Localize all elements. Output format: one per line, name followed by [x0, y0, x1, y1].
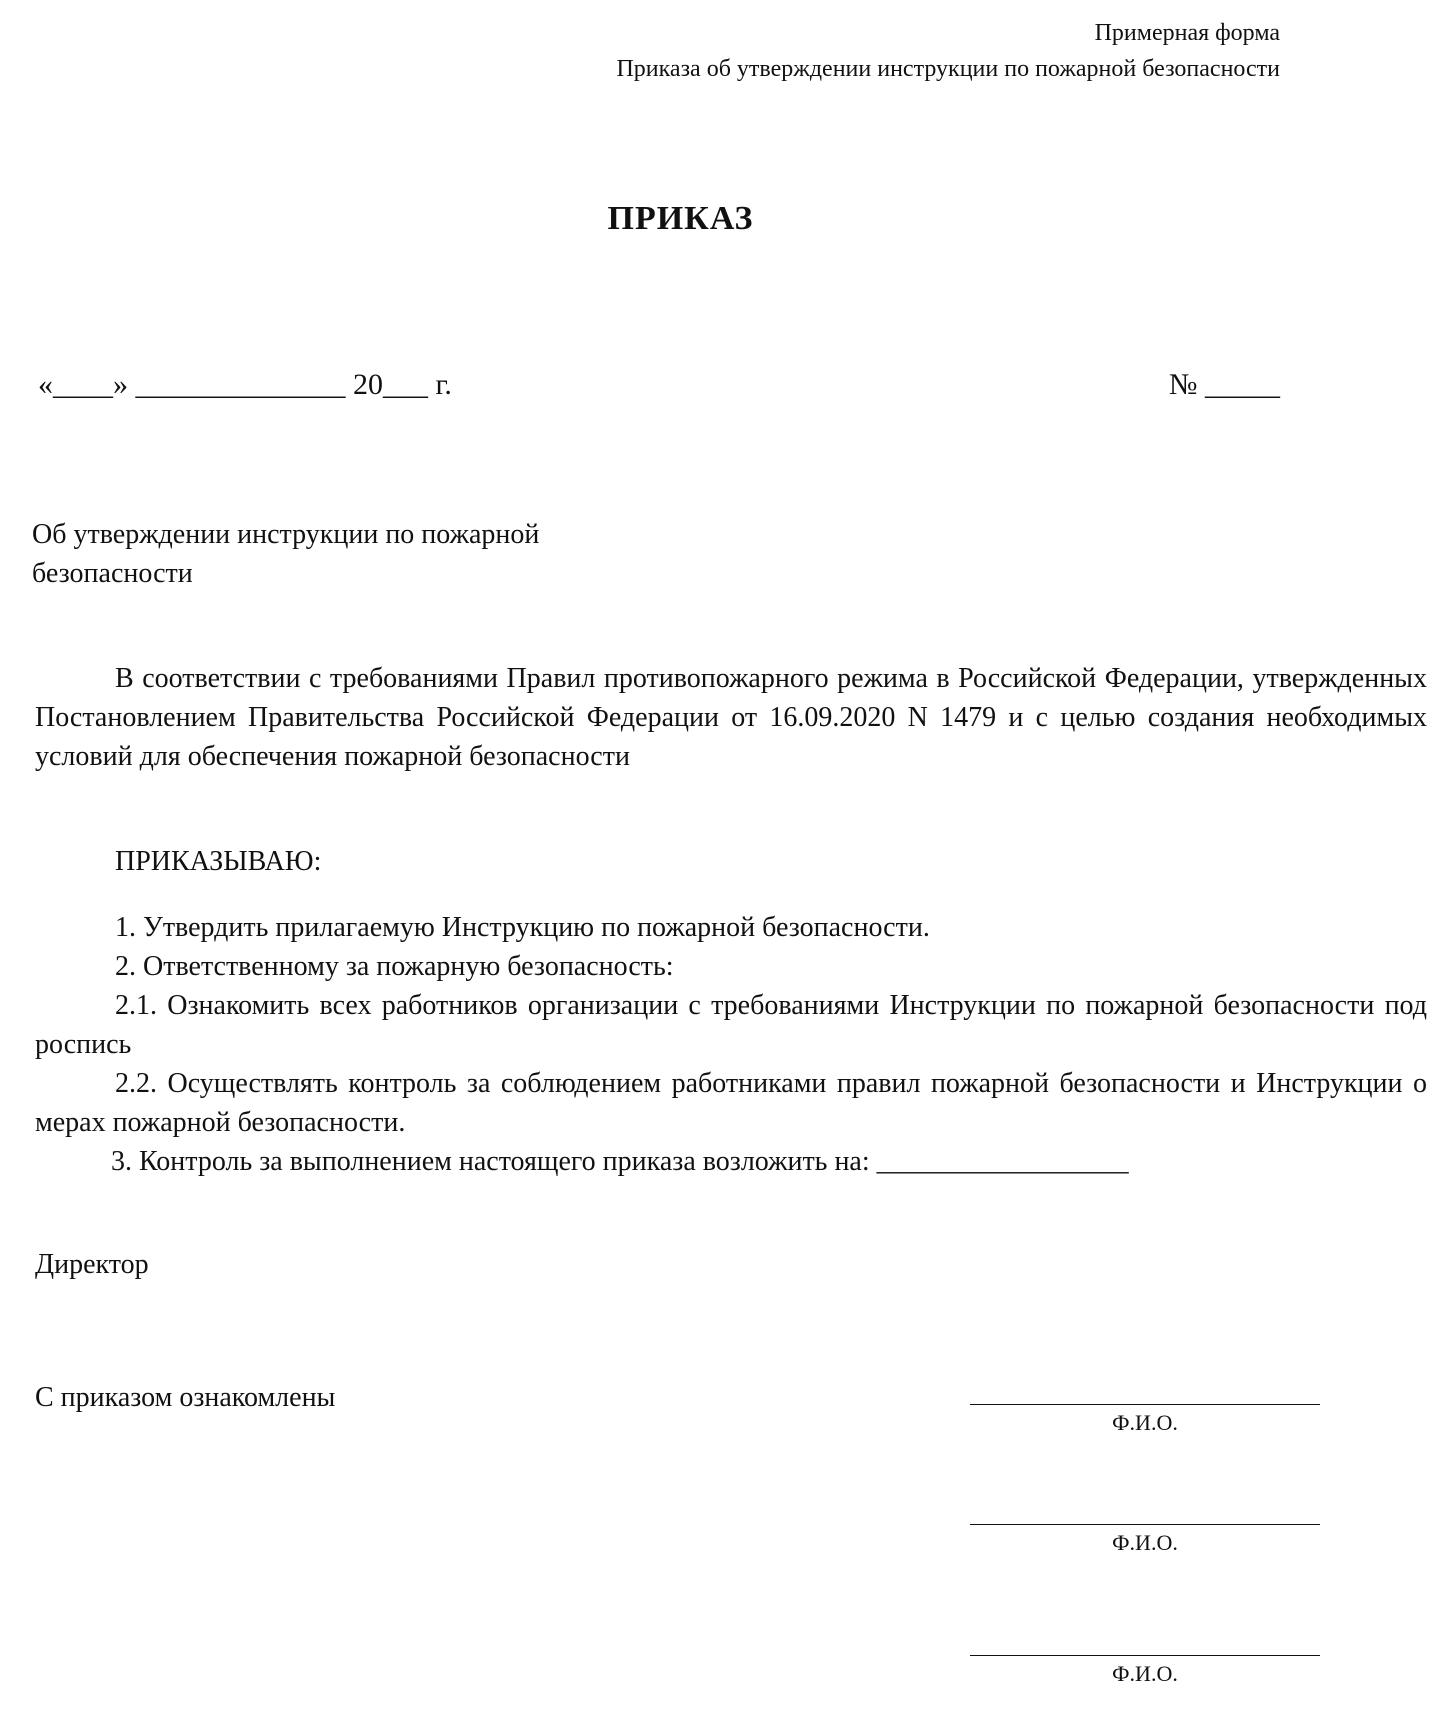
order-item-1: 1. Утвердить прилагаемую Инструкцию по пожарной безопасности.	[115, 912, 930, 943]
form-header-line2: Приказа об утверждении инструкции по пожарной безопасности	[616, 56, 1280, 82]
director-label: Директор	[35, 1249, 149, 1280]
fio-label-3: Ф.И.О.	[1112, 1661, 1178, 1686]
document-title	[0, 200, 1433, 238]
signature-line-2	[970, 1524, 1320, 1525]
acquainted-label: С приказом ознакомлены	[35, 1382, 336, 1413]
order-subject: Об утверждении инструкции по пожарной безопасности	[32, 519, 540, 589]
order-item-2: 2. Ответственному за пожарную безопасность:	[115, 951, 674, 982]
fio-label-1: Ф.И.О.	[1112, 1410, 1178, 1435]
signature-line-3	[970, 1655, 1320, 1656]
order-item-3: 3. Контроль за выполнением настоящего приказа возложить на: __________________	[111, 1146, 1129, 1177]
order-item-2-1: 2.1. Ознакомить всех работников организации с требованиями Инструкции по пожарной безопасности под роспись	[35, 990, 1427, 1060]
form-header-line1: Примерная форма	[1094, 20, 1280, 46]
fio-label-2: Ф.И.О.	[1112, 1530, 1178, 1555]
preamble-paragraph: В соответствии с требованиями Правил противопожарного режима в Российской Федерации, утвержденных Постановлением Правительства Российской Федерации от 16.09.2020 N 1479 и с целью создания необходимых условий для обеспечения пожарной безопасности	[35, 663, 1427, 772]
document-title-text: ПРИКАЗ	[607, 200, 754, 237]
order-keyword: ПРИКАЗЫВАЮ:	[115, 846, 322, 877]
order-item-2-2: 2.2. Осуществлять контроль за соблюдением работниками правил пожарной безопасности и Инструкции о мерах пожарной безопасности.	[35, 1068, 1427, 1138]
date-field: «____» ______________ 20___ г.	[38, 368, 452, 401]
signature-line-1	[970, 1404, 1320, 1405]
order-number-field: № _____	[1168, 368, 1280, 401]
